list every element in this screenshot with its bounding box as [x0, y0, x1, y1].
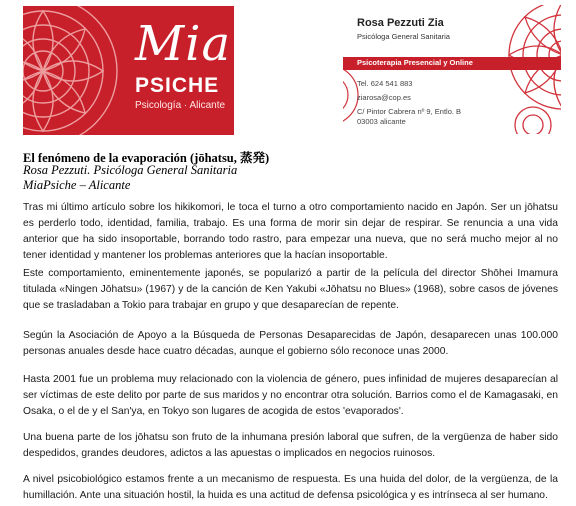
contact-phone: Tel. 624 541 883 [357, 79, 413, 88]
logo-mia-text: Mia [135, 16, 232, 72]
article-paragraph: Hasta 2001 fue un problema muy relacionado con la violencia de género, pues infinidad de mujeres desaparecían al ser víctimas de este delito por parte de sus maridos y no encontrar otra solución. Barrios como el de Kamagasaki, en Osaka, o el de y el San'ya, en Tokyo son lugares de acogida de estos 'evaporados'. [23, 374, 558, 417]
article-paragraph: Tras mi último artículo sobre los hikikomori, le toca el turno a otro comportamiento nacido en Japón. Ser un jōhatsu es perderlo todo, identidad, familia, trabajo. Es una forma de morir sin dejar de respirar. Se renuncia a una vida anterior que ha sido insoportable, borrando todo rastro, para empezar una nueva, que no será mucho mejor al no tener identidad y mantener los problemas anteriores que la hacían insoportable. [23, 202, 558, 261]
logo-subtitle: Psicología · Alicante [135, 100, 226, 111]
article-title: El fenómeno de la evaporación (jōhatsu, 蒸発) [23, 151, 270, 165]
business-card-contact [343, 5, 561, 134]
article-organization: MiaPsiche – Alicante [23, 178, 131, 192]
article-paragraph: Una buena parte de los jōhatsu son fruto de la inhumana presión laboral que sufren, de la vergüenza de haber sido despedidos, grandes deudores, adictos a las apuestas o implicados en negocios ruinosos. [23, 432, 558, 459]
article-paragraph: A nivel psicobiológico estamos frente a un mecanismo de respuesta. Es una huida del dolor, de la vergüenza, de la humillación. Ante una situación hostil, la huida es una actitud de defensa psicológica y es intrínseca al ser humano. [23, 474, 558, 501]
mandala-ornament-icon [23, 6, 133, 135]
contact-role: Psicóloga General Sanitaria [357, 32, 450, 41]
contact-email: ziarosa@cop.es [357, 93, 411, 102]
contact-address-line-1: C/ Pintor Cabrera nº 9, Entlo. B [357, 107, 462, 116]
article-paragraph: Este comportamiento, eminentemente japonés, se popularizó a partir de la película del director Shōhei Imamura titulada «Ningen Jōhatsu» (1967) y de la canción de Ken Yakubi «Jōhatsu no Blues» (1968), sobre casos de jóvenes que se trasladaban a Tokio para trabajar en grupo y que desaparecían de repente. [23, 268, 558, 311]
business-card-logo [23, 6, 234, 135]
contact-name: Rosa Pezzuti Zia [357, 17, 444, 29]
article-paragraph: Según la Asociación de Apoyo a la Búsqueda de Personas Desaparecidas de Japón, desaparecen unas 100.000 personas anuales desde hace cuatro décadas, aunque el gobierno sólo reconoce unas 2000. [23, 330, 558, 357]
contact-address-line-2: 03003 alicante [357, 117, 406, 126]
logo-psiche-text: PSICHE [135, 74, 220, 97]
contact-band-text: Psicoterapia Presencial y Online [357, 58, 473, 67]
article-author: Rosa Pezzuti. Psicóloga General Sanitaria [23, 163, 238, 177]
